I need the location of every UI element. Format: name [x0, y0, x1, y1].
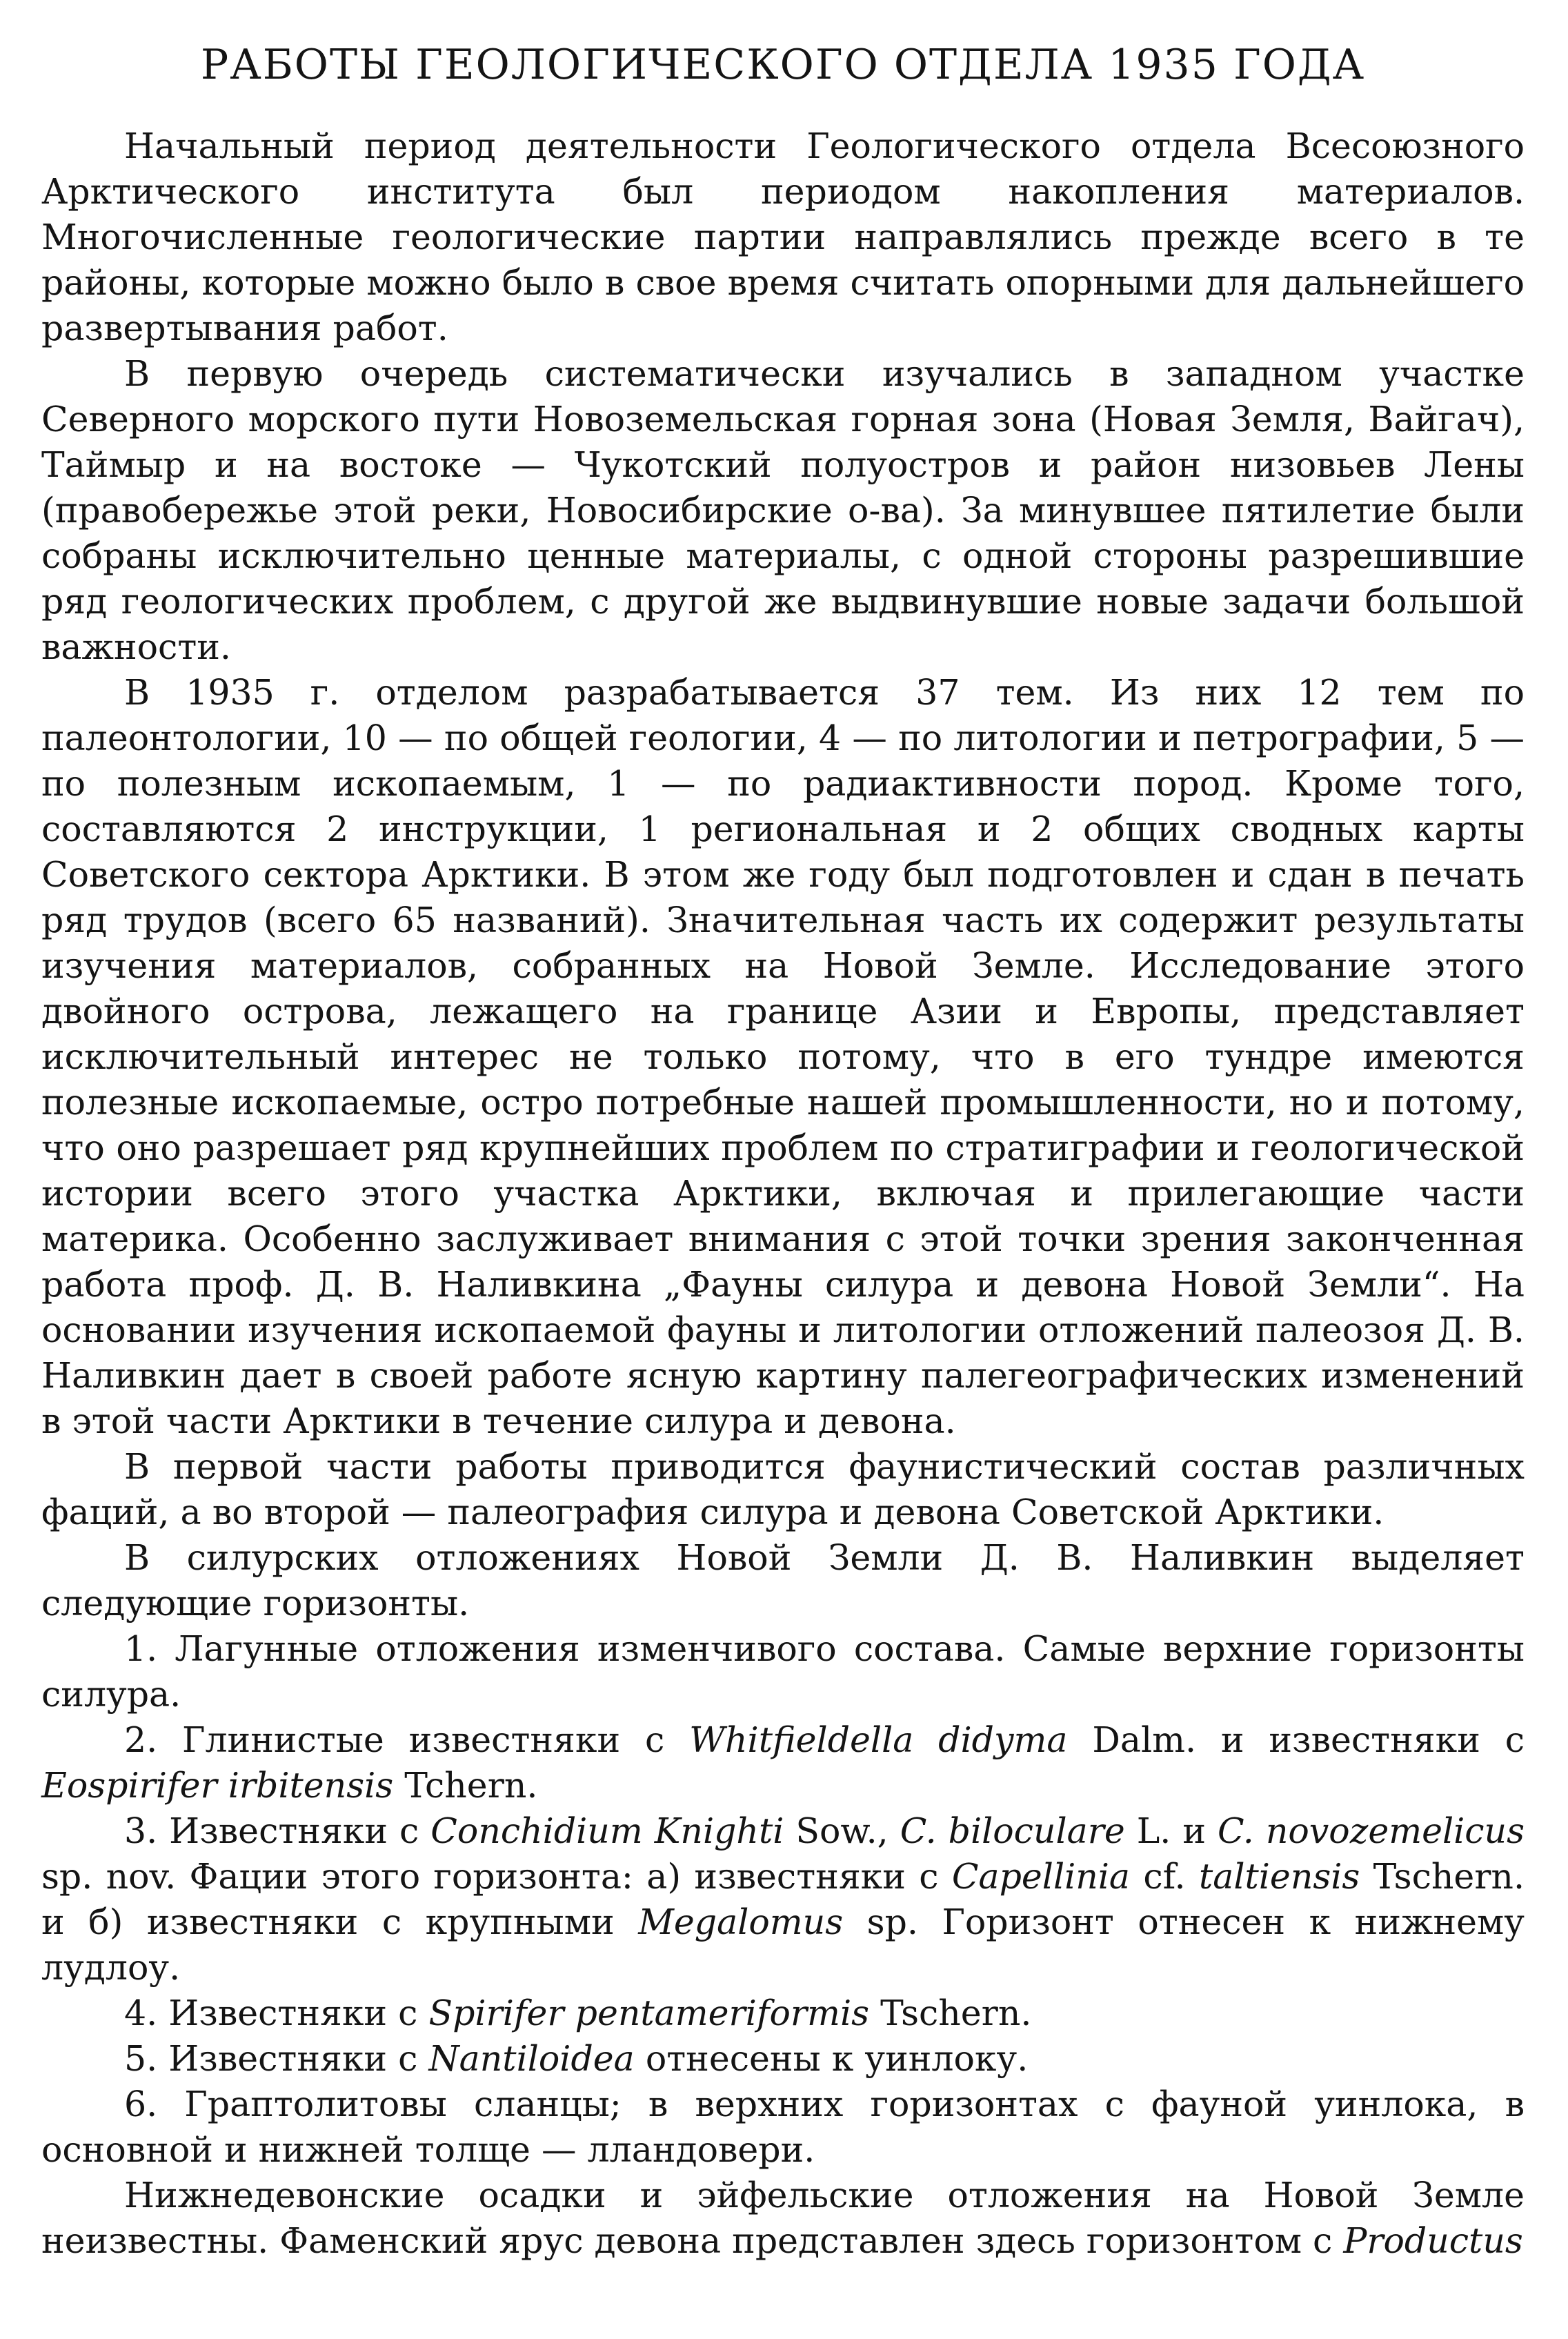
paragraph-intro: Начальный период деятельности Геологического отдела Всесоюзного Арктического института был периодом накопления материалов. Многочисленные геологические партии направлялись прежде всего в те районы, которые можно было в свое время считать опорными для дальнейшего развертывания работ. [41, 126, 1525, 348]
list-item-4-text-a: 4. Известняки с [124, 1993, 429, 2033]
list-item-6: 6. Граптолитовы сланцы; в верхних горизонтах с фауной уинлока, в основной и нижней толще — лландовери. [41, 2084, 1525, 2170]
list-item-3-text-d: sp. nov. Фации этого горизонта: а) известняки с [41, 1856, 952, 1897]
list-item-3-text-e: cf. [1130, 1856, 1199, 1897]
list-item-3-species-d: Capellinia [951, 1856, 1131, 1897]
list-item-3-text-g: sp. Горизонт отнесен к нижнему лудлоу. [41, 1902, 1525, 1988]
list-item-2-text-c: Tchern. [393, 1765, 538, 1806]
list-item-5-text-b: отнесены к уинлоку. [634, 2038, 1029, 2079]
list-item-4-species: Spirifer pentameriformis [428, 1993, 870, 2033]
document-page [41, 41, 1525, 2318]
paragraph-devonian-species: Productus [1343, 2220, 1523, 2261]
paragraph-work-parts: В первой части работы приводится фаунистический состав различных фаций, а во второй — палеография силура и девона Советской Арктики. [41, 1446, 1525, 1532]
list-item-3-text-f: Tschern. и б) известняки с крупными [41, 1856, 1525, 1942]
list-item-3-text-b: Sow., [784, 1810, 900, 1851]
list-item-3 [41, 1808, 1525, 1991]
list-item-3-species-b: C. biloculare [900, 1810, 1125, 1851]
list-item-2-species-a: Whitfieldella didyma [689, 1719, 1068, 1760]
list-item-4-text-b: Tschern. [869, 1993, 1032, 2033]
list-item-5-text-a: 5. Известняки с [124, 2038, 429, 2079]
list-item-1: 1. Лагунные отложения изменчивого состава. Самые верхние горизонты силура. [41, 1628, 1525, 1715]
list-item-3-species-f: Megalomus [638, 1902, 844, 1942]
list-item-3-text-c: L. и [1124, 1810, 1218, 1851]
document-title: РАБОТЫ ГЕОЛОГИЧЕСКОГО ОТДЕЛА 1935 ГОДА [200, 41, 1366, 89]
list-item-2-text-b: Dalm. и известняки с [1067, 1719, 1525, 1760]
list-item-3-species-e: taltiensis [1198, 1856, 1360, 1897]
list-item-4 [41, 1991, 1525, 2036]
paragraph-regions: В первую очередь систематически изучались в западном участке Северного морского пути Новоземельская горная зона (Новая Земля, Вайгач), Таймыр и на востоке — Чукотский полуостров и район низовьев Лены (правобережье этой реки, Новосибирские о-ва). За минувшее пятилетие были собраны исключительно ценные материалы, с одной стороны разрешившие ряд геологических проблем, с другой же выдвинувшие новые задачи большой важности. [41, 353, 1525, 667]
paragraph-1935: В 1935 г. отделом разрабатывается 37 тем. Из них 12 тем по палеонтологии, 10 — по общей геологии, 4 — по литологии и петрографии, 5 — по полезным ископаемым, 1 — по радиактивности пород. Кроме того, составляются 2 инструкции, 1 региональная и 2 общих сводных карты Советского сектора Арктики. В этом же году был подготовлен и сдан в печать ряд трудов (всего 65 названий). Значительная часть их содержит результаты изучения материалов, собранных на Новой Земле. Исследование этого двойного острова, лежащего на границе Азии и Европы, представляет исключительный интерес не только потому, что в его тундре имеются полезные ископаемые, остро потребные нашей промышленности, но и потому, что оно разрешает ряд крупнейших проблем по стратиграфии и геологической истории всего этого участка Арктики, включая и прилегающие части материка. Особенно заслуживает внимания с этой точки зрения законченная работа проф. Д. В. Наливкина „Фауны силура и девона Новой Земли“. На основании изучения ископаемой фауны и литологии отложений палеозоя Д. В. Наливкин дает в своей работе ясную картину палегеографических изменений в этой части Арктики в течение силура и девона. [41, 672, 1525, 1441]
list-item-3-text-a: 3. Известняки с [124, 1810, 431, 1851]
paragraph-devonian-text: Нижнедевонские осадки и эйфельские отложения на Новой Земле неизвестны. Фаменский ярус девона представлен здесь горизонтом с [41, 2175, 1525, 2261]
list-item-2 [41, 1717, 1525, 1808]
list-item-2-species-b: Eospirifer irbitensis [41, 1765, 394, 1806]
paragraph-silurian-intro: В силурских отложениях Новой Земли Д. В. Наливкин выделяет следующие горизонты. [41, 1537, 1525, 1624]
list-item-3-species-a: Conchidium Knighti [430, 1810, 784, 1851]
paragraph-devonian [41, 2173, 1525, 2264]
list-item-5 [41, 2036, 1525, 2082]
list-item-2-text-a: 2. Глинистые известняки с [124, 1719, 690, 1760]
list-item-5-species: Nantiloidea [428, 2038, 635, 2079]
list-item-3-species-c: C. novozemelicus [1217, 1810, 1525, 1851]
